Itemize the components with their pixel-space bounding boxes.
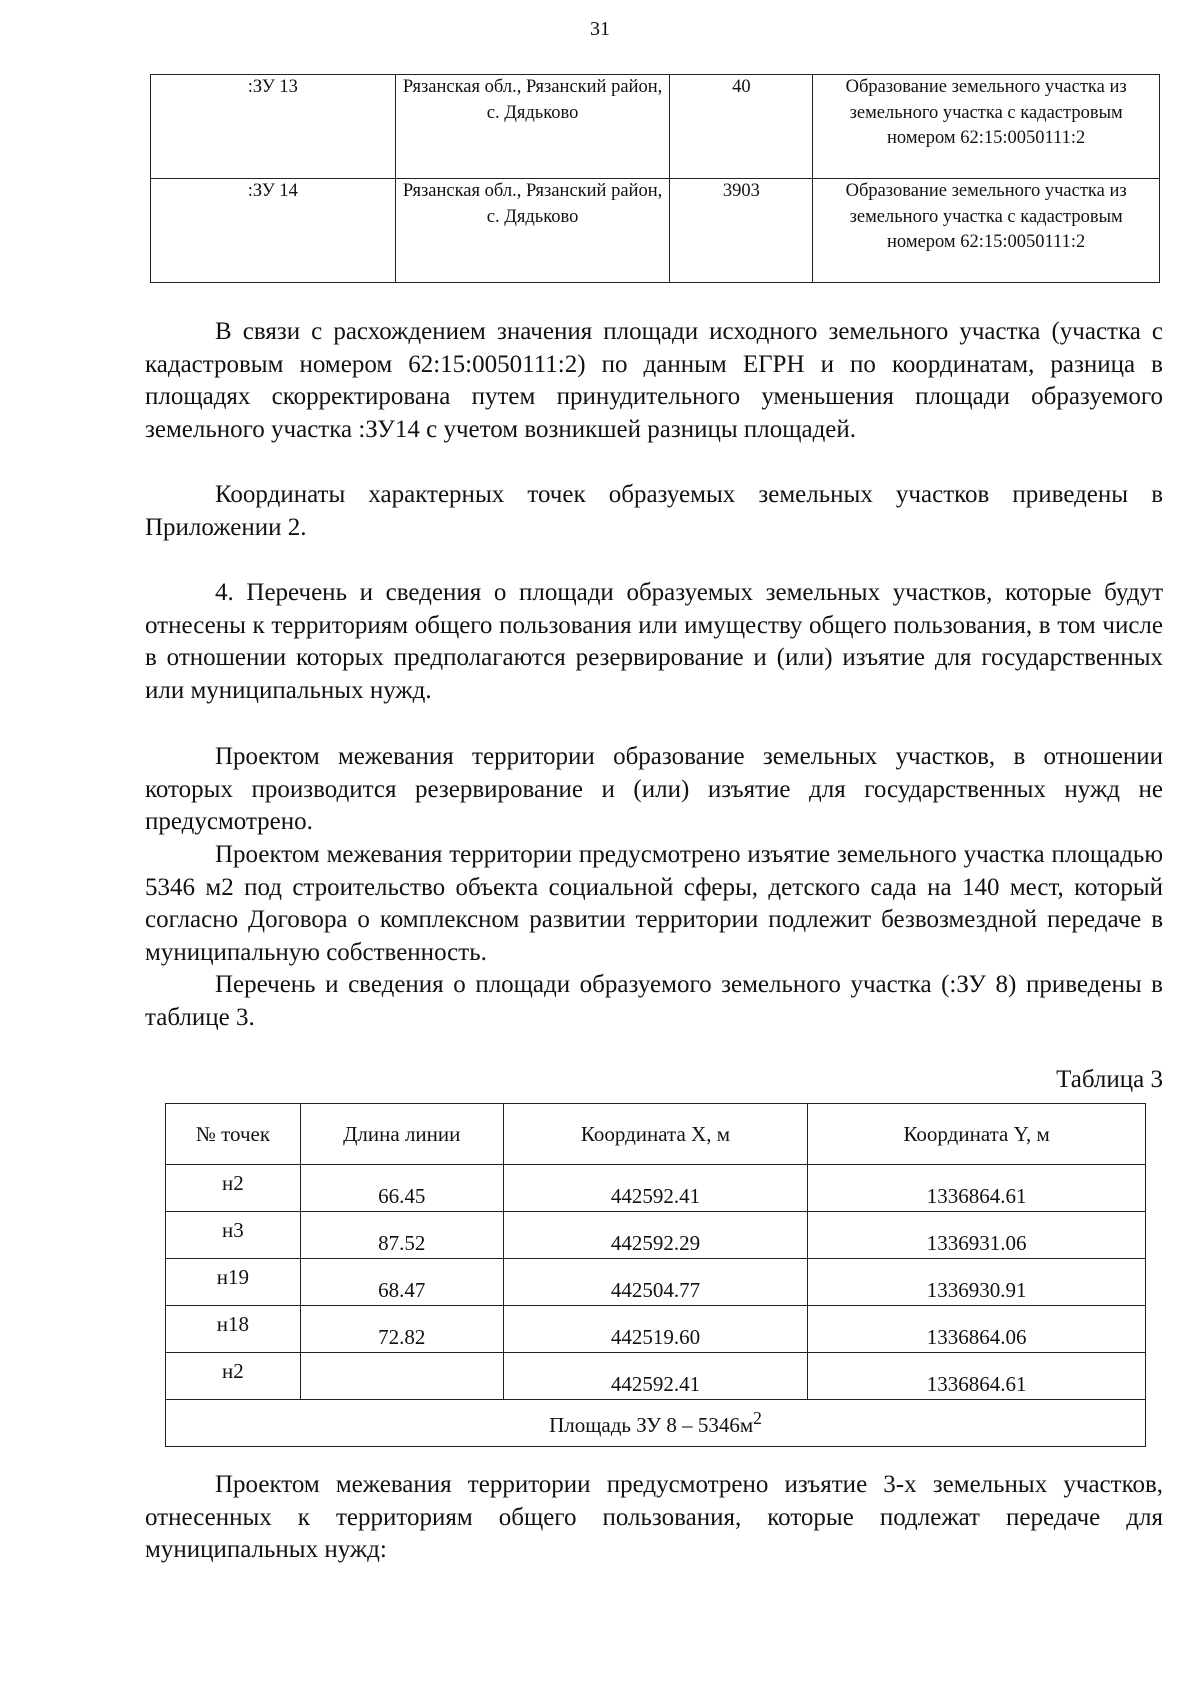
plots-table-continued <box>150 74 1160 283</box>
area-total-label: Площадь ЗУ 8 – 5346м <box>549 1413 754 1437</box>
plot-area-cell: 3903 <box>670 179 813 283</box>
x-cell: 442504.77 <box>503 1259 808 1306</box>
table-row <box>151 75 1160 179</box>
point-cell: н19 <box>166 1259 301 1306</box>
header-line-length: Длина линии <box>300 1104 503 1165</box>
paragraph-table3-reference: Перечень и сведения о площади образуемого земельного участка (:ЗУ 8) приведены в таблице 3. <box>145 971 1163 1031</box>
point-cell: н3 <box>166 1212 301 1259</box>
table-row <box>166 1259 1146 1306</box>
paragraph-no-reservation: Проектом межевания территории образование земельных участков, в отношении которых производится резервирование и (или) изъятие для государственных нужд не предусмотрено. <box>145 743 1163 835</box>
page-number: 31 <box>590 18 610 40</box>
table-row <box>166 1353 1146 1400</box>
area-total-cell <box>166 1400 1146 1447</box>
plot-area-cell: 40 <box>670 75 813 179</box>
paragraph-section-4-heading: 4. Перечень и сведения о площади образуемых земельных участков, которые будут отнесены к территориям общего пользования или имуществу общего пользования, в том числе в отношении которых предполагаются резервирование и (или) изъятие для государственных или муниципальных нужд. <box>145 579 1163 704</box>
paragraph-coordinates-appendix: Координаты характерных точек образуемых земельных участков приведены в Приложении 2. <box>145 481 1163 541</box>
length-cell: 66.45 <box>300 1165 503 1212</box>
plot-location-cell: Рязанская обл., Рязанский район, с. Дядьково <box>395 179 670 283</box>
area-total-superscript: 2 <box>753 1408 762 1428</box>
length-cell: 68.47 <box>300 1259 503 1306</box>
x-cell: 442519.60 <box>503 1306 808 1353</box>
plot-method-cell: Образование земельного участка из земельного участка с кадастровым номером 62:15:0050111:2 <box>813 75 1160 179</box>
paragraph-municipal-withdrawal: Проектом межевания территории предусмотрено изъятие 3-х земельных участков, отнесенных к территориям общего пользования, которые подлежат передаче для муниципальных нужд: <box>145 1471 1163 1563</box>
y-cell: 1336864.61 <box>808 1353 1146 1400</box>
table-row <box>166 1306 1146 1353</box>
y-cell: 1336930.91 <box>808 1259 1146 1306</box>
plot-location-cell: Рязанская обл., Рязанский район, с. Дядьково <box>395 75 670 179</box>
point-cell: н2 <box>166 1353 301 1400</box>
table-total-row <box>166 1400 1146 1447</box>
length-cell: 72.82 <box>300 1306 503 1353</box>
point-cell: н2 <box>166 1165 301 1212</box>
x-cell: 442592.29 <box>503 1212 808 1259</box>
header-coordinate-y: Координата Y, м <box>808 1104 1146 1165</box>
y-cell: 1336931.06 <box>808 1212 1146 1259</box>
paragraph-area-discrepancy: В связи с расхождением значения площади исходного земельного участка (участка с кадастровым номером 62:15:0050111:2) по данным ЕГРН и по координатам, разница в площадях скорректирована путем принудительного уменьшения площади образуемого земельного участка :ЗУ14 с учетом возникшей разницы площадей. <box>145 318 1163 443</box>
length-cell <box>300 1353 503 1400</box>
paragraph-kindergarten-withdrawal: Проектом межевания территории предусмотрено изъятие земельного участка площадью 5346 м2 под строительство объекта социальной сферы, детского сада на 140 мест, который согласно Договора о комплексном развитии территории подлежит безвозмездной передаче в муниципальную собственность. <box>145 841 1163 966</box>
length-cell: 87.52 <box>300 1212 503 1259</box>
table-row <box>166 1165 1146 1212</box>
point-cell: н18 <box>166 1306 301 1353</box>
x-cell: 442592.41 <box>503 1353 808 1400</box>
plot-id-cell: :ЗУ 13 <box>151 75 396 179</box>
table-header-row <box>166 1104 1146 1165</box>
table3-coordinates <box>165 1103 1146 1447</box>
plot-method-cell: Образование земельного участка из земельного участка с кадастровым номером 62:15:0050111:2 <box>813 179 1160 283</box>
y-cell: 1336864.06 <box>808 1306 1146 1353</box>
header-points: № точек <box>166 1104 301 1165</box>
table-row <box>166 1212 1146 1259</box>
x-cell: 442592.41 <box>503 1165 808 1212</box>
plot-id-cell: :ЗУ 14 <box>151 179 396 283</box>
header-coordinate-x: Координата X, м <box>503 1104 808 1165</box>
table-row <box>151 179 1160 283</box>
y-cell: 1336864.61 <box>808 1165 1146 1212</box>
table3-caption: Таблица 3 <box>1056 1066 1163 1093</box>
